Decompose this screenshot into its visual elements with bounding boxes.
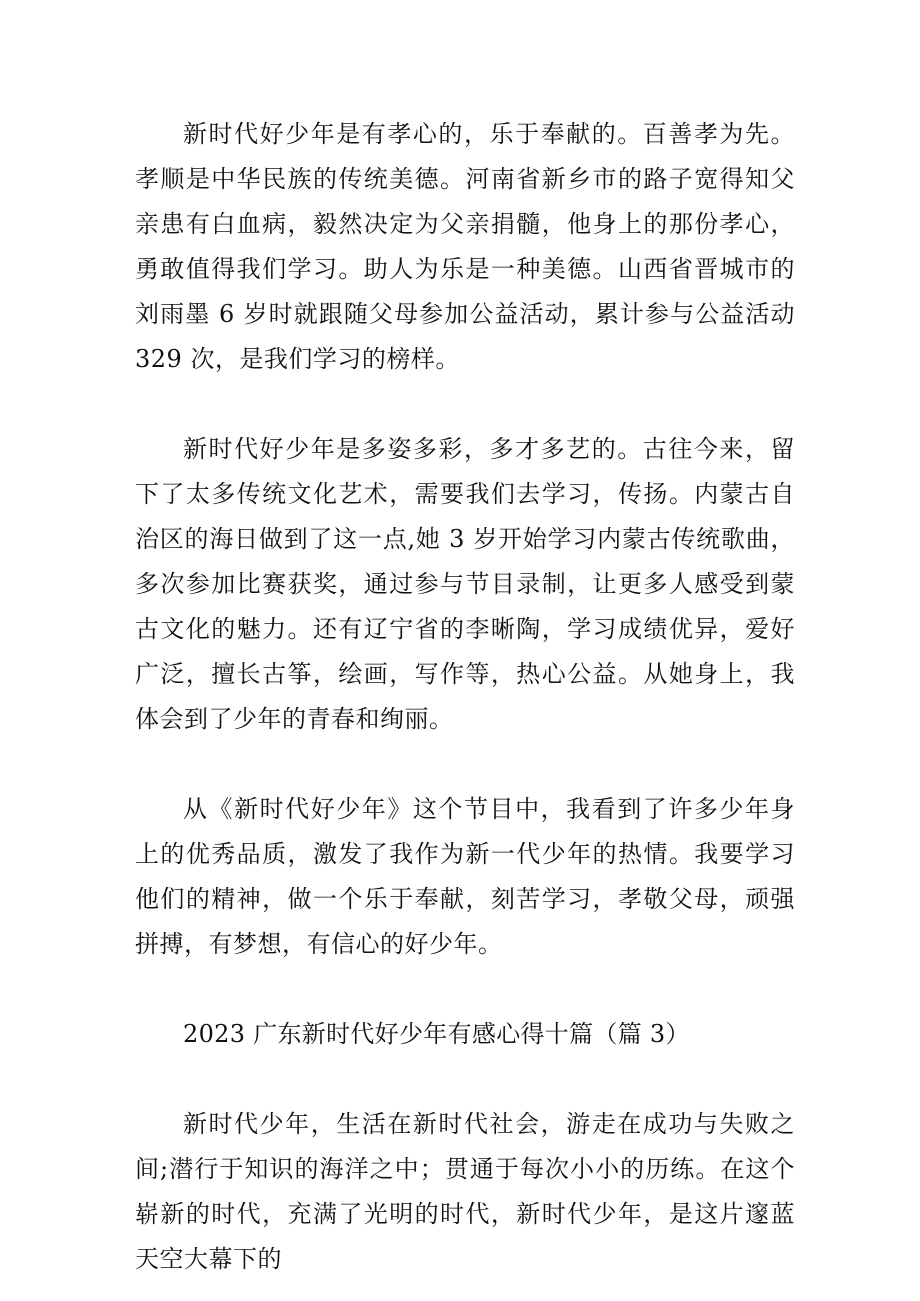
- paragraph-filial-piety: 新时代好少年是有孝心的，乐于奉献的。百善孝为先。孝顺是中华民族的传统美德。河南省新乡市的路子宽得知父亲患有白血病，毅然决定为父亲捐髓，他身上的那份孝心，勇敢值得我们学习。助人为乐是一种美德。山西省晋城市的刘雨墨 6 岁时就跟随父母参加公益活动，累计参与公益活动 329 次，是我们学习的榜样。: [135, 120, 795, 373]
- paragraph-new-era-youth: 新时代少年，生活在新时代社会，游走在成功与失败之间;潜行于知识的海洋之中；贯通于每次小小的历练。在这个崭新的时代，充满了光明的时代，新时代少年，是这片邃蓝天空大幕下的: [135, 1110, 795, 1273]
- section-heading: 2023 广东新时代好少年有感心得十篇（篇 3）: [183, 1020, 690, 1048]
- paragraph-program-reflection: 从《新时代好少年》这个节目中，我看到了许多少年身上的优秀品质，激发了我作为新一代少年的热情。我要学习他们的精神，做一个乐于奉献，刻苦学习，孝敬父母，顽强拼搏，有梦想，有信心的好少年。: [135, 795, 795, 958]
- paragraph-talents: 新时代好少年是多姿多彩，多才多艺的。古往今来，留下了太多传统文化艺术，需要我们去学习，传扬。内蒙古自治区的海日做到了这一点,她 3 岁开始学习内蒙古传统歌曲，多次参加比赛获奖，通过参与节目录制，让更多人感受到蒙古文化的魅力。还有辽宁省的李晰陶，学习成绩优异，爱好广泛，擅长古筝，绘画，写作等，热心公益。从她身上，我体会到了少年的青春和绚丽。: [135, 435, 795, 733]
- document-body: [135, 112, 795, 1282]
